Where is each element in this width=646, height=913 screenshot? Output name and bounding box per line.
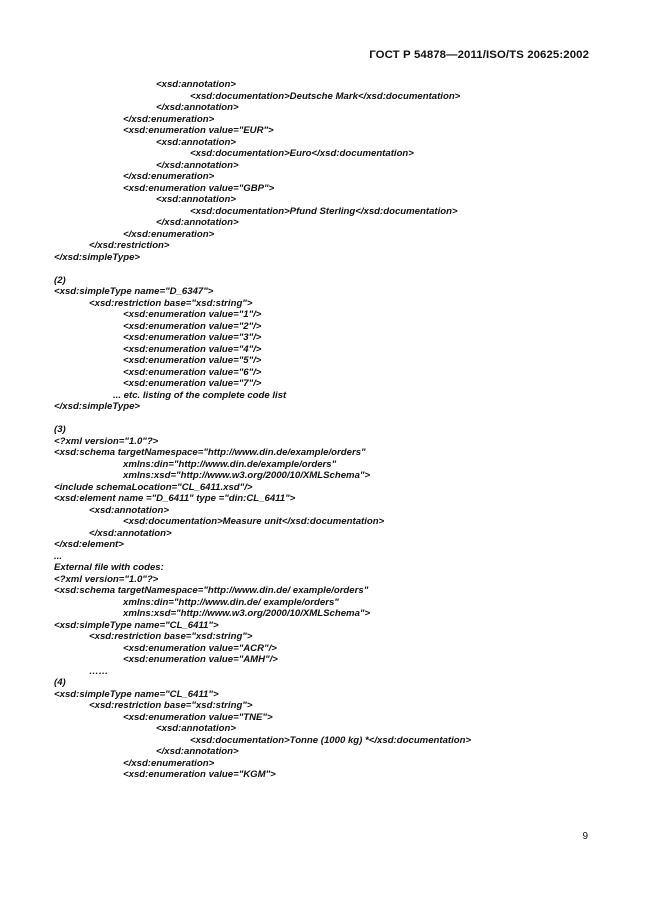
code-line: <xsd:enumeration value="GBP"> bbox=[123, 182, 275, 194]
code-line: <xsd:schema targetNamespace="http://www.din.de/ example/orders" bbox=[54, 585, 369, 596]
code-line: <xsd:annotation> bbox=[156, 79, 236, 90]
code-line: xmlns:xsd="http://www.w3.org/2000/10/XMLSchema"> bbox=[123, 470, 371, 481]
code-line: <xsd:enumeration value="3"/> bbox=[123, 332, 262, 343]
code-line: <xsd:enumeration value="5"/> bbox=[123, 355, 262, 366]
document-header: ГОСТ Р 54878—2011/ISO/TS 20625:2002 bbox=[369, 49, 589, 61]
code-line: (4) bbox=[54, 677, 66, 688]
code-line: <xsd:documentation>Pfund Sterling</xsd:documentation> bbox=[190, 205, 458, 217]
code-line: <xsd:enumeration value="AMH"/> bbox=[123, 654, 278, 665]
blank-line bbox=[54, 263, 614, 275]
code-line: </xsd:enumeration> bbox=[123, 113, 215, 125]
code-line: <?xml version="1.0"?> bbox=[54, 573, 159, 585]
code-line: <xsd:annotation> bbox=[156, 723, 236, 734]
code-line: </xsd:annotation> bbox=[89, 527, 172, 539]
code-line: <xsd:annotation> bbox=[89, 504, 169, 516]
code-line: <xsd:element name ="D_6411" type ="din:CL_6411"> bbox=[54, 493, 296, 504]
code-line: </xsd:annotation> bbox=[156, 217, 239, 228]
code-line: </xsd:enumeration> bbox=[123, 171, 215, 182]
code-line: xmlns:din="http://www.din.de/ example/orders" bbox=[123, 596, 339, 608]
code-line: ... bbox=[54, 550, 62, 562]
code-line: </xsd:simpleType> bbox=[54, 401, 141, 412]
code-line: <xsd:restriction base="xsd:string"> bbox=[89, 297, 253, 309]
code-line: <xsd:enumeration value="7"/> bbox=[123, 378, 262, 389]
code-line: <xsd:documentation>Measure unit</xsd:documentation> bbox=[123, 516, 385, 527]
page-number: 9 bbox=[582, 831, 588, 842]
code-line: </xsd:simpleType> bbox=[54, 251, 141, 263]
code-line: <xsd:schema targetNamespace="http://www.din.de/example/orders" bbox=[54, 447, 366, 458]
code-line: <xsd:documentation>Deutsche Mark</xsd:documentation> bbox=[190, 90, 461, 102]
code-line: xmlns:din="http://www.din.de/example/orders" bbox=[123, 458, 337, 470]
code-line: xmlns:xsd="http://www.w3.org/2000/10/XMLSchema"> bbox=[123, 608, 371, 619]
code-line: <xsd:enumeration value="EUR"> bbox=[123, 125, 274, 136]
code-line: <xsd:enumeration value="6"/> bbox=[123, 366, 262, 378]
code-line: </xsd:annotation> bbox=[156, 746, 239, 757]
code-line: <xsd:enumeration value="TNE"> bbox=[123, 711, 273, 723]
code-line: (2) bbox=[54, 274, 66, 286]
code-line: <xsd:restriction base="xsd:string"> bbox=[89, 700, 253, 711]
code-line: <xsd:enumeration value="1"/> bbox=[123, 309, 262, 320]
code-line: <xsd:documentation>Euro</xsd:documentation> bbox=[190, 148, 414, 159]
code-line: ... etc. listing of the complete code list bbox=[113, 389, 287, 401]
blank-line bbox=[54, 413, 614, 425]
code-line: </xsd:enumeration> bbox=[123, 757, 215, 769]
code-line: …… bbox=[89, 665, 109, 677]
code-listing bbox=[54, 79, 614, 781]
code-line: <xsd:enumeration value="KGM"> bbox=[123, 769, 276, 780]
code-line: <xsd:restriction base="xsd:string"> bbox=[89, 631, 253, 642]
code-line: <xsd:documentation>Tonne (1000 kg) *</xsd:documentation> bbox=[190, 734, 472, 746]
code-line: </xsd:restriction> bbox=[89, 240, 170, 251]
code-line: <xsd:simpleType name="CL_6411"> bbox=[54, 688, 219, 700]
code-line: </xsd:enumeration> bbox=[123, 228, 215, 240]
code-line: </xsd:annotation> bbox=[156, 159, 239, 171]
code-line: <xsd:enumeration value="2"/> bbox=[123, 320, 262, 332]
code-line: External file with codes: bbox=[54, 562, 164, 573]
code-line: <xsd:enumeration value="4"/> bbox=[123, 343, 262, 355]
code-line: <xsd:simpleType name="CL_6411"> bbox=[54, 619, 219, 631]
code-line: <include schemaLocation="CL_6411.xsd"/> bbox=[54, 481, 253, 493]
code-line: <xsd:enumeration value="ACR"/> bbox=[123, 642, 277, 654]
code-line: <?xml version="1.0"?> bbox=[54, 435, 159, 447]
code-line: </xsd:element> bbox=[54, 539, 124, 550]
code-line: <xsd:annotation> bbox=[156, 136, 236, 148]
code-line: <xsd:annotation> bbox=[156, 194, 236, 205]
code-line: <xsd:simpleType name="D_6347"> bbox=[54, 286, 214, 297]
code-line: (3) bbox=[54, 424, 66, 435]
code-line: </xsd:annotation> bbox=[156, 102, 239, 113]
